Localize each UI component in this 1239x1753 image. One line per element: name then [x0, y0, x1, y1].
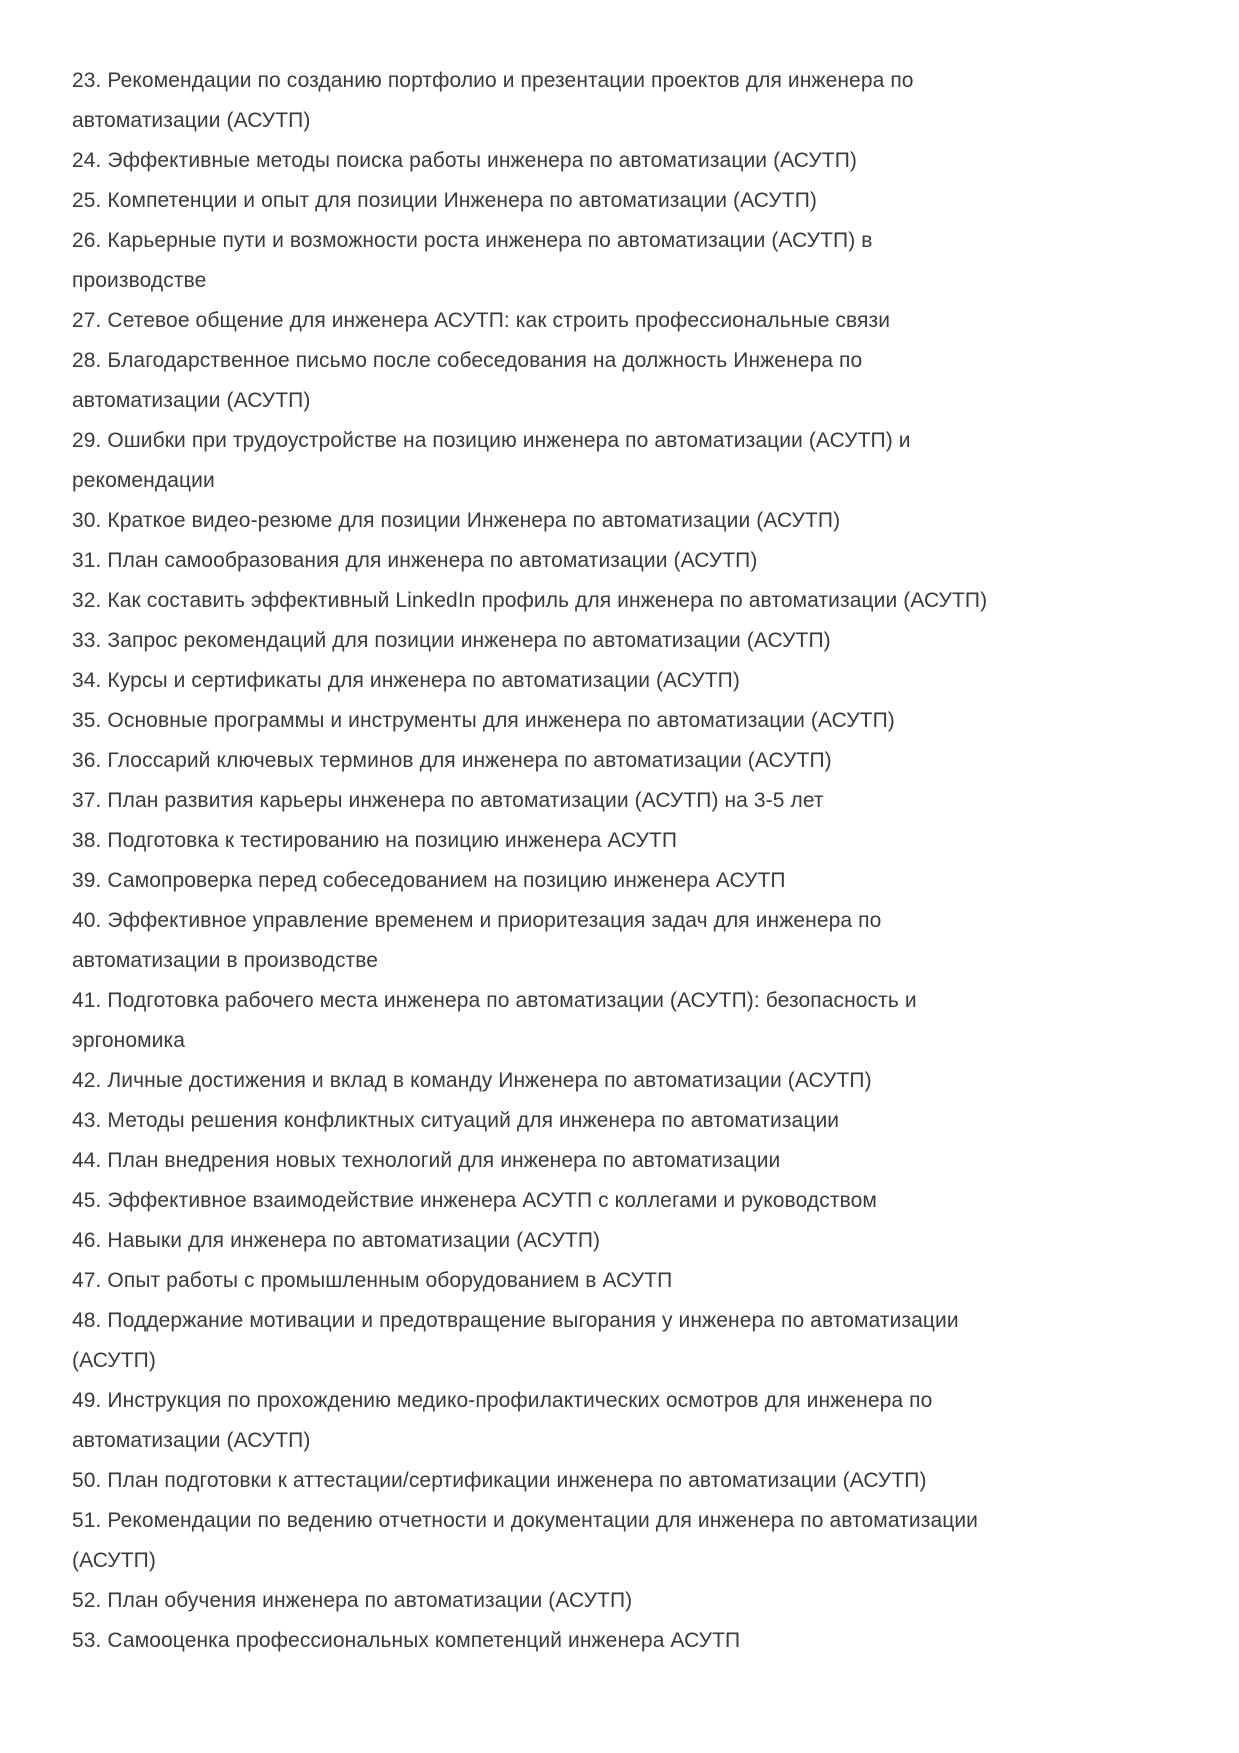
list-item-line: 33. Запрос рекомендаций для позиции инженера по автоматизации (АСУТП) [72, 629, 831, 652]
list-item [72, 861, 1171, 901]
list-item [72, 821, 1171, 861]
list-item-line: 50. План подготовки к аттестации/сертификации инженера по автоматизации (АСУТП) [72, 1469, 927, 1492]
list-item-line: рекомендации [72, 469, 215, 492]
list-item-line: 42. Личные достижения и вклад в команду Инженера по автоматизации (АСУТП) [72, 1069, 872, 1092]
list-item-line: 31. План самообразования для инженера по автоматизации (АСУТП) [72, 549, 758, 572]
list-item [72, 1221, 1171, 1261]
list-item-line: (АСУТП) [72, 1549, 156, 1572]
list-item [72, 1301, 1171, 1381]
list-item-line: 28. Благодарственное письмо после собеседования на должность Инженера по [72, 349, 863, 372]
list-item-line: 35. Основные программы и инструменты для инженера по автоматизации (АСУТП) [72, 709, 895, 732]
list-item [72, 1101, 1171, 1141]
list-item-line: эргономика [72, 1029, 186, 1052]
list-item-line: 45. Эффективное взаимодействие инженера АСУТП с коллегами и руководством [72, 1189, 877, 1212]
list-item-line: 53. Самооценка профессиональных компетенций инженера АСУТП [72, 1629, 741, 1652]
list-item-line: 40. Эффективное управление временем и приоритезация задач для инженера по [72, 909, 882, 932]
list-item [72, 1501, 1171, 1581]
list-item-line: 51. Рекомендации по ведению отчетности и документации для инженера по автоматизации [72, 1509, 979, 1532]
list-item-line: 46. Навыки для инженера по автоматизации (АСУТП) [72, 1229, 601, 1252]
list-item-line: автоматизации (АСУТП) [72, 109, 311, 132]
list-item [72, 1261, 1171, 1301]
list-item [72, 1141, 1171, 1181]
list-item-line: 36. Глоссарий ключевых терминов для инженера по автоматизации (АСУТП) [72, 749, 832, 772]
list-item [72, 901, 1171, 981]
list-item-line: 39. Самопроверка перед собеседованием на позицию инженера АСУТП [72, 869, 786, 892]
list-item-line: 52. План обучения инженера по автоматизации (АСУТП) [72, 1589, 633, 1612]
list-item-line: 29. Ошибки при трудоустройстве на позицию инженера по автоматизации (АСУТП) и [72, 429, 911, 452]
list-item [72, 1461, 1171, 1501]
list-item-line: 41. Подготовка рабочего места инженера по автоматизации (АСУТП): безопасность и [72, 989, 917, 1012]
list-item-line: автоматизации (АСУТП) [72, 389, 311, 412]
list-item [72, 541, 1171, 581]
list-item-line: 30. Краткое видео-резюме для позиции Инженера по автоматизации (АСУТП) [72, 509, 841, 532]
list-item [72, 701, 1171, 741]
list-item-line: 49. Инструкция по прохождению медико-профилактических осмотров для инженера по [72, 1389, 933, 1412]
list-item [72, 421, 1171, 501]
list-item-line: 34. Курсы и сертификаты для инженера по автоматизации (АСУТП) [72, 669, 740, 692]
list-item-line: 37. План развития карьеры инженера по автоматизации (АСУТП) на 3-5 лет [72, 789, 824, 812]
list-item-line: автоматизации (АСУТП) [72, 1429, 311, 1452]
list-item [72, 141, 1171, 181]
list-item [72, 741, 1171, 781]
list-item [72, 301, 1171, 341]
numbered-list [72, 61, 1171, 1661]
list-item [72, 1181, 1171, 1221]
list-item [72, 581, 1171, 621]
list-item-line: 24. Эффективные методы поиска работы инженера по автоматизации (АСУТП) [72, 149, 858, 172]
list-item-line: 44. План внедрения новых технологий для инженера по автоматизации [72, 1149, 781, 1172]
list-item [72, 501, 1171, 541]
list-item [72, 221, 1171, 301]
list-item [72, 781, 1171, 821]
list-item [72, 621, 1171, 661]
list-item-line: автоматизации в производстве [72, 949, 379, 972]
list-item [72, 1061, 1171, 1101]
list-item [72, 181, 1171, 221]
list-item-line: 48. Поддержание мотивации и предотвращение выгорания у инженера по автоматизации [72, 1309, 959, 1332]
list-item [72, 1621, 1171, 1661]
list-item-line: производстве [72, 269, 207, 292]
list-item [72, 341, 1171, 421]
list-item-line: 47. Опыт работы с промышленным оборудованием в АСУТП [72, 1269, 673, 1292]
list-item-line: 38. Подготовка к тестированию на позицию инженера АСУТП [72, 829, 678, 852]
list-item-line: 27. Сетевое общение для инженера АСУТП: как строить профессиональные связи [72, 309, 891, 332]
list-item-line: 23. Рекомендации по созданию портфолио и презентации проектов для инженера по [72, 69, 914, 92]
list-item-line: 43. Методы решения конфликтных ситуаций для инженера по автоматизации [72, 1109, 840, 1132]
list-item-line: 25. Компетенции и опыт для позиции Инженера по автоматизации (АСУТП) [72, 189, 817, 212]
list-item [72, 61, 1171, 141]
list-item-line: 32. Как составить эффективный LinkedIn профиль для инженера по автоматизации (АСУТП) [72, 589, 988, 612]
list-item [72, 661, 1171, 701]
list-item [72, 1381, 1171, 1461]
list-item-line: 26. Карьерные пути и возможности роста инженера по автоматизации (АСУТП) в [72, 229, 873, 252]
list-item-line: (АСУТП) [72, 1349, 156, 1372]
list-item [72, 1581, 1171, 1621]
list-item [72, 981, 1171, 1061]
